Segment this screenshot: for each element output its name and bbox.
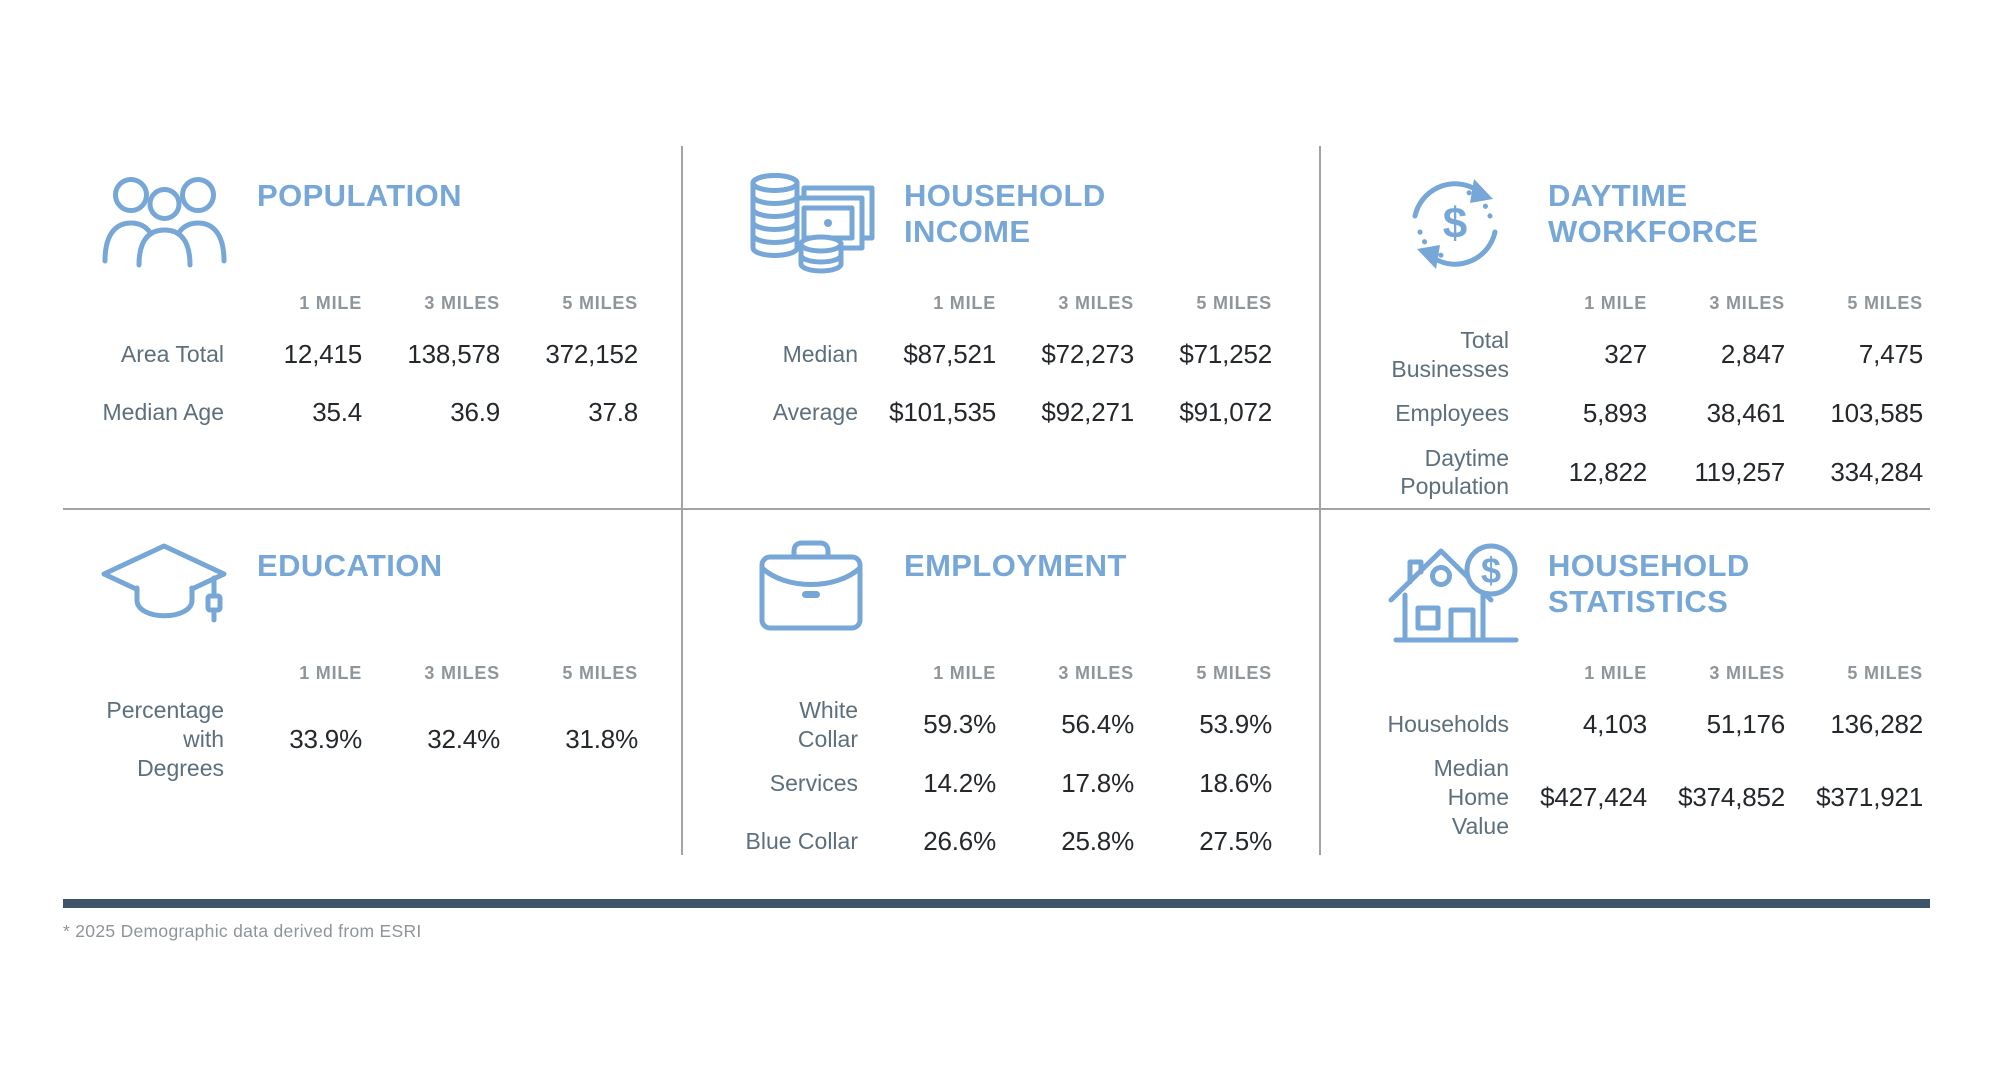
cell-value: 18.6% xyxy=(1199,768,1272,798)
footer-accent-bar xyxy=(63,899,1930,908)
column-header-5miles: 5 MILES xyxy=(1196,662,1272,683)
cell-value: $427,424 xyxy=(1540,781,1647,812)
table-row xyxy=(1386,386,1923,442)
table-header-row xyxy=(95,286,638,320)
cell-value: 36.9 xyxy=(450,396,500,427)
row-label: Average xyxy=(772,398,858,425)
table-row xyxy=(742,696,1272,754)
table-row xyxy=(742,384,1272,440)
cell-value: 59.3% xyxy=(923,709,996,740)
table-row xyxy=(1386,444,1923,502)
table-row xyxy=(1386,326,1923,384)
column-header-5miles: 5 MILES xyxy=(1196,292,1272,313)
column-header-5miles: 5 MILES xyxy=(1847,662,1923,683)
panel-household-income xyxy=(682,140,1320,510)
column-header-1mile: 1 MILE xyxy=(299,292,362,313)
panel-education xyxy=(75,510,682,855)
briefcase-icon xyxy=(742,538,880,634)
table-row xyxy=(742,326,1272,382)
household-income-table xyxy=(742,286,1272,440)
row-label: Median Age xyxy=(102,398,224,425)
cell-value: 103,585 xyxy=(1830,398,1923,428)
row-label: Area Total xyxy=(120,340,224,367)
panel-title: EDUCATION xyxy=(257,548,443,583)
row-label: Employees xyxy=(1395,400,1509,427)
panel-title: POPULATION xyxy=(257,178,462,213)
panel-title: EMPLOYMENT xyxy=(904,548,1127,583)
house-dollar-icon xyxy=(1386,538,1524,648)
table-header-row xyxy=(742,656,1272,690)
panel-title: HOUSEHOLD INCOME xyxy=(904,178,1106,249)
column-header-3miles: 3 MILES xyxy=(1058,662,1134,683)
panel-employment xyxy=(682,510,1320,855)
cell-value: 38,461 xyxy=(1706,398,1785,428)
row-label: Percentage with Degrees xyxy=(106,697,224,781)
table-header-row xyxy=(1386,286,1923,320)
cell-value: 32.4% xyxy=(427,723,500,754)
cell-value: 26.6% xyxy=(923,826,996,856)
cell-value: $91,072 xyxy=(1179,396,1272,427)
cell-value: 12,822 xyxy=(1568,456,1647,487)
cell-value: 51,176 xyxy=(1706,708,1785,739)
table-header-row xyxy=(95,656,638,690)
column-header-3miles: 3 MILES xyxy=(1058,292,1134,313)
panel-title: HOUSEHOLD STATISTICS xyxy=(1548,548,1750,619)
row-label: Services xyxy=(769,770,858,797)
panel-population-header xyxy=(95,168,638,274)
cell-value: 138,578 xyxy=(407,338,500,369)
panel-education-header xyxy=(95,538,638,644)
column-header-3miles: 3 MILES xyxy=(1709,292,1785,313)
cell-value: $371,921 xyxy=(1816,781,1923,812)
column-header-1mile: 1 MILE xyxy=(1584,292,1647,313)
row-label: Blue Collar xyxy=(745,828,858,855)
household-statistics-table xyxy=(1386,656,1923,840)
cell-value: 327 xyxy=(1604,339,1647,370)
cell-value: 12,415 xyxy=(283,338,362,369)
column-header-3miles: 3 MILES xyxy=(1709,662,1785,683)
cell-value: 7,475 xyxy=(1858,339,1923,370)
cell-value: 334,284 xyxy=(1830,456,1923,487)
table-row xyxy=(742,756,1272,812)
cell-value: 119,257 xyxy=(1694,456,1785,487)
column-header-1mile: 1 MILE xyxy=(1584,662,1647,683)
people-group-icon xyxy=(95,168,233,268)
cell-value: 56.4% xyxy=(1061,709,1134,740)
education-table xyxy=(95,656,638,782)
panel-household-statistics-header xyxy=(1386,538,1923,644)
cell-value: 31.8% xyxy=(565,723,638,754)
column-header-5miles: 5 MILES xyxy=(562,292,638,313)
column-header-1mile: 1 MILE xyxy=(933,662,996,683)
row-label: Total Businesses xyxy=(1391,327,1509,382)
row-label: Median xyxy=(782,340,858,367)
svg-text:$: $ xyxy=(1442,199,1468,248)
column-header-3miles: 3 MILES xyxy=(424,292,500,313)
cell-value: 372,152 xyxy=(545,338,638,369)
table-row xyxy=(1386,754,1923,840)
cell-value: 17.8% xyxy=(1061,768,1134,798)
row-label: Daytime Population xyxy=(1400,444,1509,500)
cell-value: 14.2% xyxy=(923,768,996,798)
panel-grid xyxy=(75,140,1935,855)
row-label: Households xyxy=(1387,710,1509,737)
daytime-workforce-table xyxy=(1386,286,1923,501)
column-header-1mile: 1 MILE xyxy=(933,292,996,313)
table-row xyxy=(95,696,638,782)
column-header-5miles: 5 MILES xyxy=(562,662,638,683)
cell-value: 4,103 xyxy=(1582,708,1647,739)
column-header-5miles: 5 MILES xyxy=(1847,292,1923,313)
cell-value: 136,282 xyxy=(1830,708,1923,739)
cell-value: 25.8% xyxy=(1061,826,1134,856)
cell-value: 35.4 xyxy=(312,396,362,427)
cell-value: $71,252 xyxy=(1179,338,1272,369)
cell-value: $72,273 xyxy=(1041,338,1134,369)
svg-text:$: $ xyxy=(1480,550,1501,591)
panel-employment-header xyxy=(742,538,1272,644)
table-row xyxy=(742,814,1272,870)
table-row xyxy=(1386,696,1923,752)
table-row xyxy=(95,384,638,440)
column-header-1mile: 1 MILE xyxy=(299,662,362,683)
table-header-row xyxy=(742,286,1272,320)
footnote: * 2025 Demographic data derived from ESRI xyxy=(63,921,422,941)
population-table xyxy=(95,286,638,440)
column-header-3miles: 3 MILES xyxy=(424,662,500,683)
panel-household-income-header xyxy=(742,168,1272,274)
employment-table xyxy=(742,656,1272,870)
panel-population xyxy=(75,140,682,510)
cell-value: $92,271 xyxy=(1041,396,1134,427)
table-header-row xyxy=(1386,656,1923,690)
cell-value: 27.5% xyxy=(1199,826,1272,856)
cell-value: 5,893 xyxy=(1582,398,1647,428)
graduation-cap-icon xyxy=(95,538,233,636)
cell-value: 33.9% xyxy=(289,723,362,754)
row-label: White Collar xyxy=(797,697,858,752)
row-label: Median Home Value xyxy=(1433,755,1509,839)
cell-value: 2,847 xyxy=(1720,339,1785,370)
panel-title: DAYTIME WORKFORCE xyxy=(1548,178,1759,249)
table-row xyxy=(95,326,638,382)
coins-banknote-icon xyxy=(742,168,880,280)
panel-household-statistics xyxy=(1320,510,1935,855)
cell-value: 37.8 xyxy=(588,396,638,427)
cell-value: 53.9% xyxy=(1199,709,1272,740)
cell-value: $374,852 xyxy=(1678,781,1785,812)
cell-value: $87,521 xyxy=(903,338,996,369)
cell-value: $101,535 xyxy=(889,396,996,427)
dollar-cycle-icon xyxy=(1386,168,1524,280)
panel-daytime-workforce xyxy=(1320,140,1935,510)
panel-daytime-workforce-header xyxy=(1386,168,1923,274)
